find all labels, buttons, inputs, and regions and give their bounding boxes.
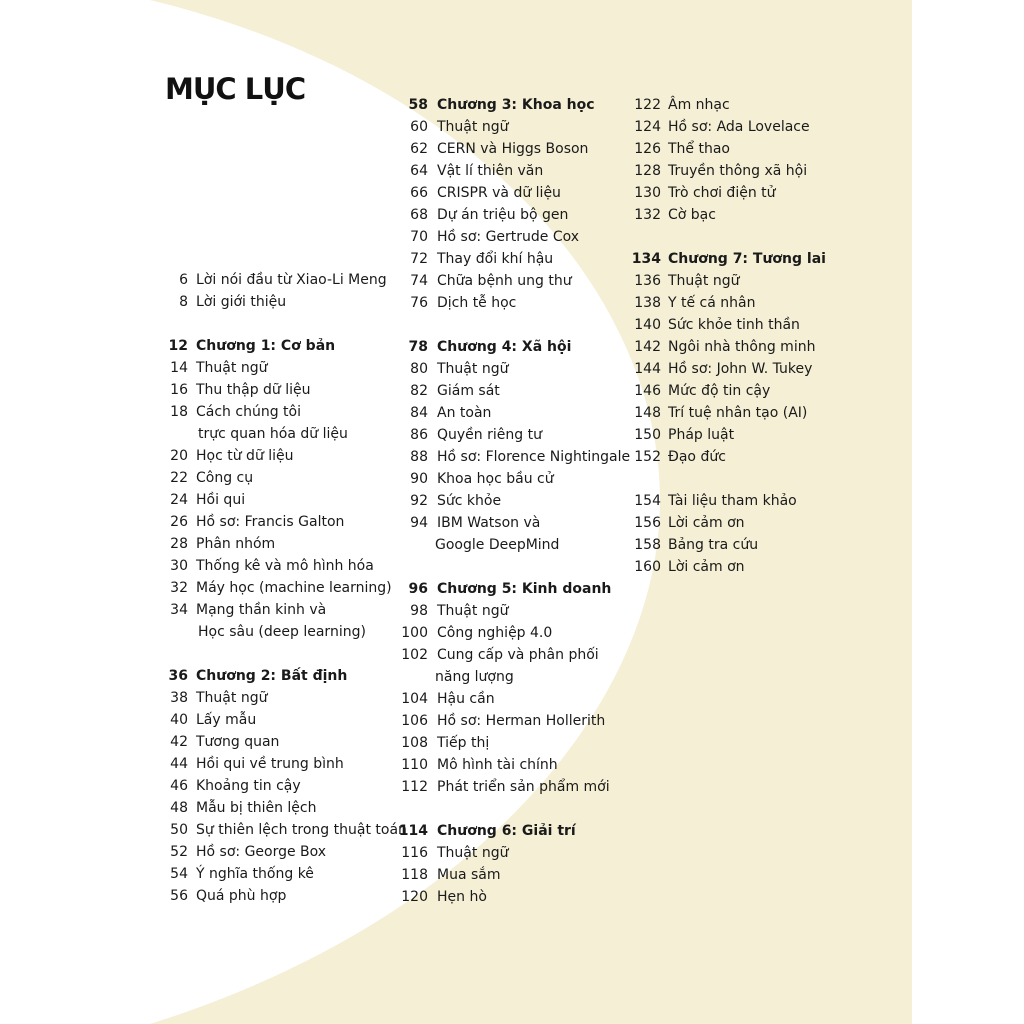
chapter-title: Chương 4: Xã hội [437, 339, 572, 355]
toc-page-number: 90 [410, 471, 428, 487]
toc-entry-title: Sức khỏe [437, 493, 502, 509]
toc-page-number: 144 [634, 361, 661, 377]
toc-entry-title: Lời cảm ơn [668, 559, 745, 575]
toc-entry-title: Dịch tễ học [437, 295, 517, 311]
toc-entry-title: Pháp luật [668, 427, 735, 443]
toc-page-number: 20 [170, 448, 188, 464]
toc-entry-title: Lời giới thiệu [196, 294, 287, 310]
toc-page-number: 42 [170, 734, 188, 750]
toc-page-number: 86 [410, 427, 428, 443]
toc-page-number: 32 [170, 580, 188, 596]
toc-page-number: 36 [168, 668, 188, 684]
toc-page-number: 132 [634, 207, 661, 223]
toc-entry-title: Mẫu bị thiên lệch [196, 800, 317, 816]
toc-entry-title: Chữa bệnh ung thư [437, 273, 572, 289]
toc-entry-title: Thể thao [668, 141, 730, 157]
toc-page-number: 50 [170, 822, 188, 838]
toc-page-number: 28 [170, 536, 188, 552]
toc-entry-title: Mô hình tài chính [437, 757, 558, 773]
toc-page-number: 8 [179, 294, 188, 310]
toc-entry-title: Mức độ tin cậy [668, 383, 771, 399]
toc-page-number: 138 [634, 295, 661, 311]
toc-page-number: 46 [170, 778, 188, 794]
toc-entry-title: Phân nhóm [196, 536, 276, 552]
toc-page-number: 96 [408, 581, 428, 597]
toc-page-number: 30 [170, 558, 188, 574]
toc-page-number: 146 [634, 383, 661, 399]
toc-entry-title: Vật lí thiên văn [437, 163, 544, 179]
toc-page-number: 104 [401, 691, 428, 707]
toc-page-number: 58 [408, 97, 428, 113]
toc-page-number: 160 [634, 559, 661, 575]
toc-entry-title: Hẹn hò [437, 889, 487, 905]
toc-page-number: 82 [410, 383, 428, 399]
toc-entry-title: Thu thập dữ liệu [196, 382, 311, 398]
toc-page-number: 76 [410, 295, 428, 311]
toc-page-number: 152 [634, 449, 661, 465]
toc-page-number: 154 [634, 493, 661, 509]
chapter-title: Chương 5: Kinh doanh [437, 581, 612, 597]
page-title: MỤC LỤC [165, 72, 306, 106]
toc-page-number: 134 [631, 251, 661, 267]
toc-page-number: 48 [170, 800, 188, 816]
toc-page-number: 84 [410, 405, 428, 421]
toc-page-number: 38 [170, 690, 188, 706]
toc-entry-title: Cung cấp và phân phối [437, 647, 599, 663]
toc-entry-title: Ý nghĩa thống kê [196, 866, 314, 882]
toc-entry-title: An toàn [437, 405, 492, 421]
toc-page-number: 120 [401, 889, 428, 905]
toc-entry-title-continued: Google DeepMind [435, 537, 560, 553]
toc-page-number: 18 [170, 404, 188, 420]
toc-page-number: 52 [170, 844, 188, 860]
toc-entry-title: Máy học (machine learning) [196, 580, 392, 596]
toc-page-number: 56 [170, 888, 188, 904]
toc-page-number: 124 [634, 119, 661, 135]
toc-page-number: 54 [170, 866, 188, 882]
toc-entry-title: Hồ sơ: Francis Galton [196, 514, 345, 530]
toc-entry-title: Thuật ngữ [437, 603, 509, 619]
toc-entry-title: Hồ sơ: George Box [196, 844, 327, 860]
toc-entry-title: Cách chúng tôi [196, 404, 301, 420]
toc-page-number: 114 [398, 823, 428, 839]
toc-entry-title: Tài liệu tham khảo [668, 493, 797, 509]
toc-entry-title: Lấy mẫu [196, 712, 257, 728]
toc-page-number: 106 [401, 713, 428, 729]
toc-entry-title: Học từ dữ liệu [196, 448, 294, 464]
toc-entry-title: Tiếp thị [437, 735, 490, 751]
toc-entry-title: Khoa học bầu cử [437, 471, 554, 487]
toc-entry-title: Sức khỏe tinh thần [668, 317, 800, 333]
toc-page-number: 12 [168, 338, 188, 354]
toc-entry-title: Hồ sơ: Gertrude Cox [437, 229, 580, 245]
toc-page-number: 158 [634, 537, 661, 553]
toc-entry-title: Dự án triệu bộ gen [437, 207, 569, 223]
toc-page-number: 68 [410, 207, 428, 223]
toc-entry-title: Mạng thần kinh và [196, 602, 327, 618]
toc-entry-title: Hậu cần [437, 691, 495, 707]
toc-entry-title: Trí tuệ nhân tạo (AI) [668, 405, 808, 421]
chapter-title: Chương 6: Giải trí [437, 823, 576, 839]
toc-page-number: 40 [170, 712, 188, 728]
toc-entry-title: Hồ sơ: Ada Lovelace [668, 119, 810, 135]
toc-page-number: 78 [408, 339, 428, 355]
toc-page-number: 118 [401, 867, 428, 883]
toc-page-number: 60 [410, 119, 428, 135]
chapter-title: Chương 7: Tương lai [668, 251, 826, 267]
toc-page-number: 130 [634, 185, 661, 201]
toc-entry-title-continued: năng lượng [435, 669, 514, 685]
toc-entry-title: Hồi qui [196, 492, 246, 508]
toc-page-number: 156 [634, 515, 661, 531]
toc-page-number: 128 [634, 163, 661, 179]
toc-entry-title: Giám sát [437, 383, 500, 399]
toc-entry-title: Bảng tra cứu [668, 537, 759, 553]
toc-page-number: 24 [170, 492, 188, 508]
toc-entry-title: Quyền riêng tư [437, 427, 542, 443]
toc-entry-title-continued: trực quan hóa dữ liệu [198, 426, 348, 442]
toc-entry-title: Quá phù hợp [196, 888, 287, 904]
toc-page-number: 74 [410, 273, 428, 289]
toc-page-number: 142 [634, 339, 661, 355]
toc-page-number: 136 [634, 273, 661, 289]
toc-entry-title: Mua sắm [437, 867, 501, 883]
toc-page-number: 80 [410, 361, 428, 377]
toc-page-number: 126 [634, 141, 661, 157]
toc-entry-title: Hồi qui về trung bình [196, 756, 344, 772]
toc-page-number: 148 [634, 405, 661, 421]
toc-page-number: 34 [170, 602, 188, 618]
toc-page-number: 64 [410, 163, 428, 179]
toc-page-number: 108 [401, 735, 428, 751]
chapter-title: Chương 2: Bất định [196, 668, 348, 684]
toc-page-number: 66 [410, 185, 428, 201]
toc-entry-title: Thống kê và mô hình hóa [196, 558, 374, 574]
toc-page-number: 62 [410, 141, 428, 157]
toc-page-number: 92 [410, 493, 428, 509]
toc-entry-title: Đạo đức [668, 449, 726, 465]
toc-entry-title: Thay đổi khí hậu [437, 251, 554, 267]
toc-entry-title: Sự thiên lệch trong thuật toán [196, 822, 407, 838]
toc-page-number: 26 [170, 514, 188, 530]
toc-page-number: 72 [410, 251, 428, 267]
toc-page-number: 44 [170, 756, 188, 772]
toc-entry-title: Truyền thông xã hội [668, 163, 808, 179]
toc-entry-title: Âm nhạc [668, 97, 730, 113]
toc-page-number: 16 [170, 382, 188, 398]
toc-page-number: 116 [401, 845, 428, 861]
toc-page-number: 150 [634, 427, 661, 443]
toc-page-number: 98 [410, 603, 428, 619]
chapter-title: Chương 1: Cơ bản [196, 338, 336, 354]
toc-entry-title: Tương quan [196, 734, 280, 750]
toc-page-number: 122 [634, 97, 661, 113]
toc-page-number: 22 [170, 470, 188, 486]
toc-entry-title: Khoảng tin cậy [196, 778, 301, 794]
toc-entry-title: Ngôi nhà thông minh [668, 339, 816, 355]
toc-entry-title: Y tế cá nhân [668, 295, 756, 311]
toc-page-number: 88 [410, 449, 428, 465]
toc-page-number: 6 [179, 272, 188, 288]
chapter-title: Chương 3: Khoa học [437, 97, 595, 113]
toc-entry-title: Thuật ngữ [437, 119, 509, 135]
toc-entry-title: Lời cảm ơn [668, 515, 745, 531]
toc-entry-title: IBM Watson và [437, 515, 541, 531]
toc-entry-title: Thuật ngữ [196, 690, 268, 706]
toc-entry-title: Hồ sơ: John W. Tukey [668, 361, 813, 377]
toc-entry-title: Thuật ngữ [196, 360, 268, 376]
toc-entry-title: Phát triển sản phẩm mới [437, 779, 610, 795]
toc-page-number: 14 [170, 360, 188, 376]
toc-entry-title: Cờ bạc [668, 207, 716, 223]
toc-entry-title: CERN và Higgs Boson [437, 141, 589, 157]
toc-entry-title: Lời nói đầu từ Xiao-Li Meng [196, 272, 387, 288]
toc-entry-title: Hồ sơ: Herman Hollerith [437, 713, 606, 729]
toc-page-number: 102 [401, 647, 428, 663]
toc-page-number: 94 [410, 515, 428, 531]
toc-entry-title: Công cụ [196, 470, 254, 486]
toc-page-number: 112 [401, 779, 428, 795]
toc-entry-title: Thuật ngữ [668, 273, 740, 289]
toc-entry-title: Thuật ngữ [437, 845, 509, 861]
toc-entry-title: Trò chơi điện tử [668, 185, 776, 201]
toc-entry-title: Thuật ngữ [437, 361, 509, 377]
toc-entry-title: CRISPR và dữ liệu [437, 185, 561, 201]
toc-entry-title: Công nghiệp 4.0 [437, 625, 553, 641]
toc-entry-title: Hồ sơ: Florence Nightingale [437, 449, 631, 465]
toc-page-number: 140 [634, 317, 661, 333]
toc-page-number: 100 [401, 625, 428, 641]
toc-page-number: 110 [401, 757, 428, 773]
toc-entry-title-continued: Học sâu (deep learning) [198, 624, 366, 640]
toc-page-number: 70 [410, 229, 428, 245]
